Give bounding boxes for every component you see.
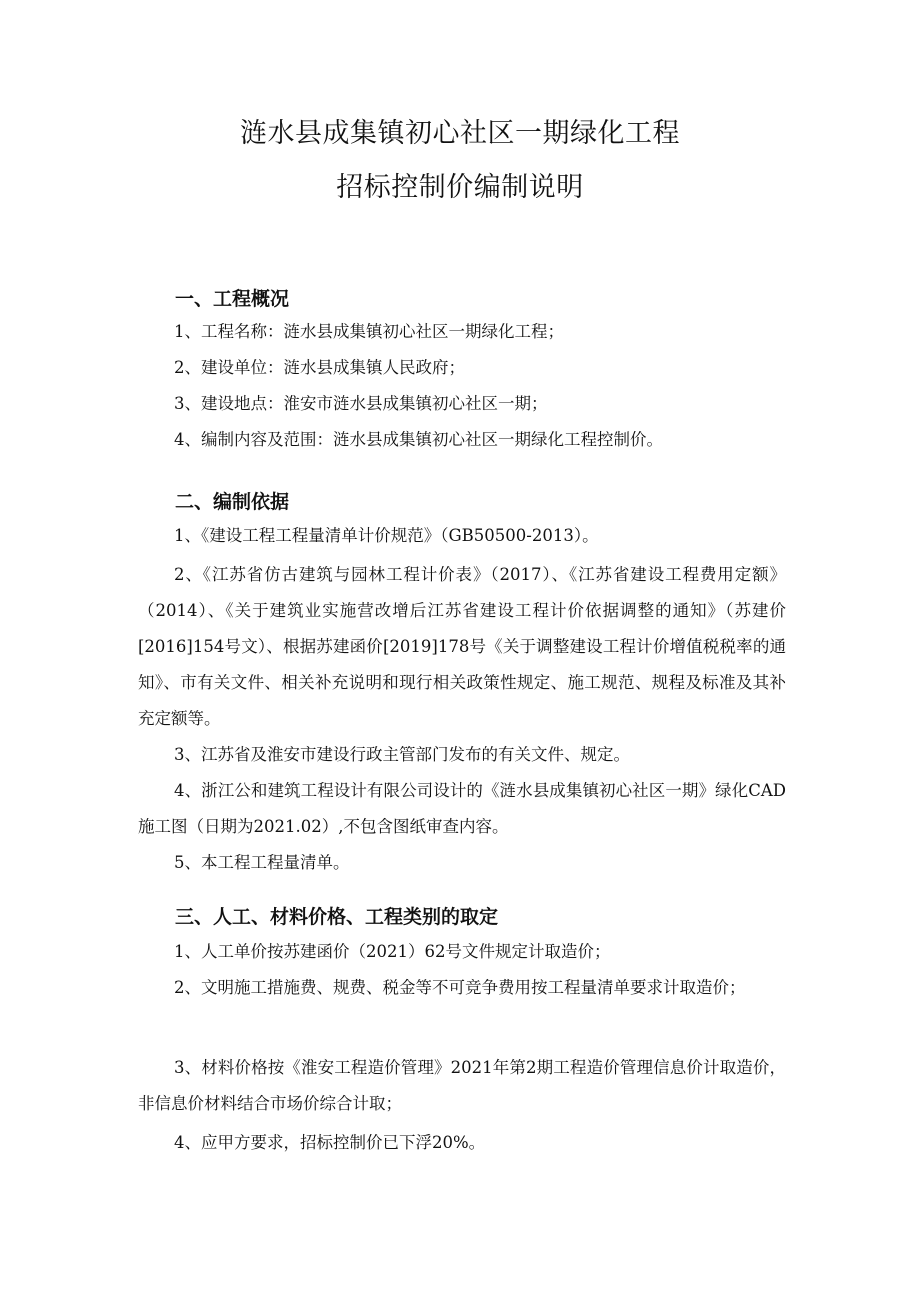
section3-item-1: 1、人工单价按苏建函价（2021）62号文件规定计取造价； <box>174 942 611 961</box>
section2-item-3: 3、江苏省及淮安市建设行政主管部门发布的有关文件、规定。 <box>174 745 630 764</box>
section1-item-2: 2、建设单位：涟水县成集镇人民政府； <box>174 358 465 377</box>
section2-heading: 二、编制依据 <box>175 491 290 513</box>
document-title-line2: 招标控制价编制说明 <box>336 172 584 203</box>
section1-item-1: 1、工程名称：涟水县成集镇初心社区一期绿化工程； <box>174 322 564 341</box>
section3-item-2: 2、文明施工措施费、规费、税金等不可竞争费用按工程量清单要求计取造价； <box>174 978 746 997</box>
section1-item-3: 3、建设地点：淮安市涟水县成集镇初心社区一期； <box>174 394 548 413</box>
section3-heading: 三、人工、材料价格、工程类别的取定 <box>175 906 499 928</box>
section1-heading: 一、工程概况 <box>175 288 290 310</box>
section2-item-5: 5、本工程工程量清单。 <box>174 853 350 872</box>
section3-item-4: 4、应甲方要求，招标控制价已下浮20%。 <box>174 1133 486 1152</box>
section2-item-1: 1、《建设工程工程量清单计价规范》（GB50500-2013）。 <box>174 526 599 545</box>
section2-item-2: 2、《江苏省仿古建筑与园林工程计价表》（2017）、《江苏省建设工程费用定额》（2014）、《关于建筑业实施营改增后江苏省建设工程计价依据调整的通知》（苏建价[2016]154号文）、根据苏建函价[2019]178号《关于调整建设工程计价增值税税率的通知》、市有关文件、相关补充说明和现行相关政策性规定、施工规范、规程及标准及其补充定额等。 <box>138 565 786 728</box>
document-title-line1: 涟水县成集镇初心社区一期绿化工程 <box>240 118 680 149</box>
section1-item-4: 4、编制内容及范围：涟水县成集镇初心社区一期绿化工程控制价。 <box>174 430 663 449</box>
section2-item-4: 4、浙江公和建筑工程设计有限公司设计的《涟水县成集镇初心社区一期》绿化CAD施工图（日期为2021.02）,不包含图纸审查内容。 <box>138 781 786 836</box>
section3-item-3: 3、材料价格按《淮安工程造价管理》2021年第2期工程造价管理信息价计取造价，非信息价材料结合市场价综合计取； <box>138 1058 786 1113</box>
